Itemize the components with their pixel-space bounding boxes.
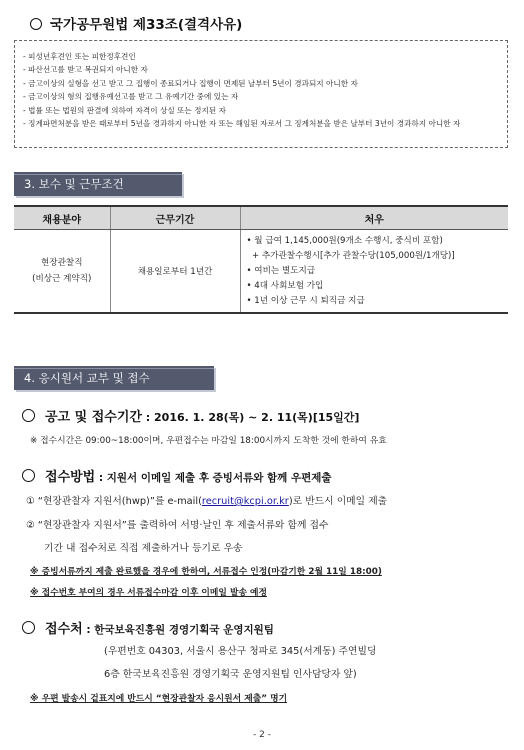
office-address-1: (우편번호 04303, 서울시 용산구 청파로 345(서계동) 주연빌딩 [104, 646, 377, 657]
benefit-item: • 월 급여 1,145,000원(9개소 수행시, 중식비 포함) [246, 236, 443, 246]
period-note: ※ 접수시간은 09:00~18:00이며, 우편접수는 마감일 18:00시까지 도착한 것에 한하여 유효 [30, 436, 387, 446]
header-field: 채용분야 [14, 206, 110, 230]
law-heading-text: 국가공무원법 제33조(결격사유) [50, 17, 243, 33]
benefits-cell [240, 230, 508, 314]
office-line [22, 618, 274, 637]
disqualification-item: - 금고이상의 형의 집행유예선고를 받고 그 유예기간 중에 있는 자 [23, 92, 239, 102]
disqualification-item: - 파산선고를 받고 복권되지 아니한 자 [23, 65, 148, 75]
field-type: (비상근 계약직) [32, 274, 92, 284]
method-warning-1: ※ 증빙서류까지 제출 완료했을 경우에 한하여, 서류접수 인정(마감기한 2월 11일 18:00) [30, 567, 382, 577]
header-benefits: 처우 [240, 206, 508, 230]
benefit-item: + 추가관찰수행시[추가 관찰수당(105,000원/1개당)] [246, 251, 455, 261]
office-address-2: 6층 한국보육진흥원 경영기획국 운영지원팀 인사담당자 앞) [104, 669, 357, 680]
office-warning: ※ 우편 발송시 겉표지에 반드시 “현장관찰자 응시원서 제출” 명기 [30, 694, 288, 704]
page-number: - 2 - [253, 730, 271, 740]
method-line [22, 466, 332, 485]
method-value: : 지원서 이메일 제출 후 증빙서류와 함께 우편제출 [95, 472, 332, 484]
circle-bullet-icon [22, 469, 35, 482]
recruit-email-link[interactable]: recruit@kcpi.or.kr [201, 496, 289, 507]
field-name: 현장관찰직 [40, 258, 83, 268]
circle-bullet-icon [22, 409, 35, 422]
disqualification-item: - 징계파면처분을 받은 때로부터 5년을 경과하지 아니한 자 또는 해임된 자로서 그 징계처분을 받은 날부터 3년이 경과하지 아니한 자 [23, 119, 461, 129]
disqualification-item: - 법률 또는 법원의 판결에 의하여 자격이 상실 또는 정지된 자 [23, 105, 226, 115]
method-step-2-cont: 기간 내 접수처로 직접 제출하거나 등기로 우송 [44, 543, 243, 554]
office-label: 접수처 [45, 622, 83, 637]
section-3-title: 3. 보수 및 근무조건 [24, 177, 124, 191]
period-line [22, 406, 359, 425]
disqualification-item: - 피성년후견인 또는 피한정후견인 [23, 52, 136, 61]
benefit-item: • 여비는 별도지급 [246, 266, 316, 276]
step1-prefix: ① “현장관찰자 지원서(hwp)”를 e-mail( [26, 496, 202, 507]
method-warning-2: ※ 접수번호 부여의 경우 서류접수마감 이후 이메일 발송 예정 [30, 588, 268, 598]
table-row [14, 230, 508, 314]
circle-bullet-icon [30, 18, 42, 30]
disqualification-item: - 금고이상의 실형을 선고 받고 그 집행이 종료되거나 집행이 면제된 날부터 5년이 경과되지 아니한 자 [23, 78, 358, 88]
period-cell: 채용일로부터 1년간 [110, 230, 240, 314]
period-value: : 2016. 1. 28(목) ~ 2. 11(목)[15일간] [141, 411, 360, 424]
table-header-row [14, 206, 508, 230]
conditions-table [14, 205, 508, 314]
benefit-item: • 4대 사회보험 가입 [246, 281, 324, 291]
method-label: 접수방법 [45, 470, 96, 485]
office-value: : 한국보육진흥원 경영기획국 운영지원팀 [82, 624, 274, 636]
header-period: 근무기간 [110, 206, 240, 230]
method-step-2: ② “현장관찰자 지원서”를 출력하여 서명·날인 후 제출서류와 함께 접수 [26, 520, 329, 531]
section-3-heading [14, 172, 182, 196]
section-4-title: 4. 응시원서 교부 및 접수 [24, 371, 150, 385]
field-cell [14, 230, 110, 314]
step1-suffix: )로 반드시 이메일 제출 [288, 496, 388, 507]
disqualification-box [14, 40, 508, 148]
circle-bullet-icon [22, 621, 35, 634]
section-4-heading [14, 366, 214, 390]
method-step-1 [26, 493, 387, 507]
benefit-item: • 1년 이상 근무 시 퇴직금 지급 [246, 296, 365, 306]
period-label: 공고 및 접수기간 [45, 410, 142, 425]
law-heading [30, 13, 242, 33]
